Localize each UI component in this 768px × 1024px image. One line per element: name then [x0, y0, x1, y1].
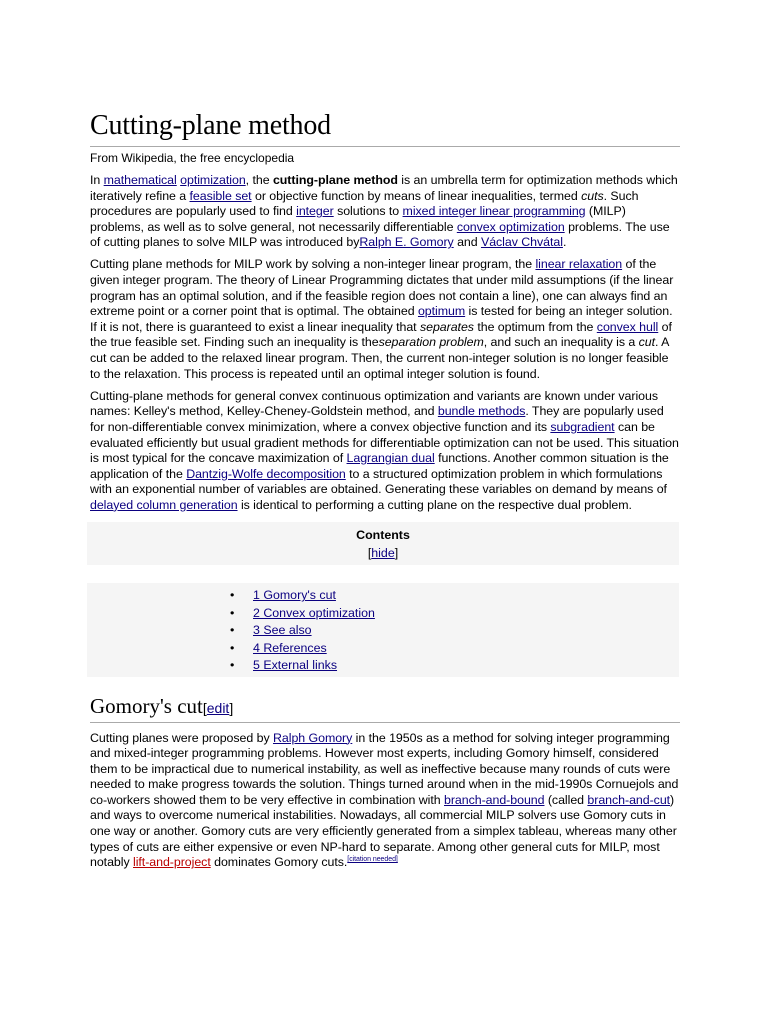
gomory-paragraph-1 [90, 731, 680, 871]
text: Cutting planes were proposed by [90, 730, 273, 745]
text: the optimum from the [473, 319, 597, 334]
toc-toggle [368, 546, 398, 560]
link-integer[interactable]: integer [296, 204, 334, 219]
toc-link-convex-optimization[interactable]: 2 Convex optimization [253, 605, 375, 620]
text: . A cut can be added to the relaxed linear program. Then, the current non-integer solution is no longer feasible to the relaxation. This process is repeated until an optimal integer solution is found. [90, 335, 669, 381]
link-convex-optimization[interactable]: convex optimization [456, 219, 565, 234]
italic-separation-problem: separation problem [378, 335, 484, 350]
toc-hide-link[interactable]: hide [371, 546, 395, 561]
text: of the true feasible set. Finding such an inequality is the [90, 319, 672, 350]
toc-item [87, 622, 679, 639]
link-branch-and-bound[interactable]: branch-and-bound [444, 792, 545, 807]
bracket: [ [202, 699, 207, 716]
link-optimization[interactable]: optimization [180, 173, 246, 187]
bracket: ] [394, 546, 399, 561]
italic-cuts: cuts [581, 188, 604, 203]
toc-item [87, 657, 679, 674]
text: In [90, 173, 104, 187]
link-linear-relaxation[interactable]: linear relaxation [535, 257, 623, 272]
text: functions. Another common situation is the application of the [90, 451, 669, 481]
toc-item [87, 605, 679, 622]
table-of-contents [87, 522, 679, 676]
article-content [90, 108, 680, 877]
text: problems. The use of cutting planes to solve MILP was introduced by [90, 219, 670, 250]
text: solutions to [333, 204, 403, 219]
text: ) and ways to overcome numerical instabilities. Nowadays, all commercial MILP solvers use Gomory cuts in one way or another. Gomory cuts are very efficiently generated from a simplex tableau, whereas many other types of cuts are either expensive or even NP-hard to separate. Among other general cuts for MILP, most notably [90, 792, 677, 870]
link-dantzig-wolfe-decomposition[interactable]: Dantzig-Wolfe decomposition [186, 466, 346, 481]
text: of the given integer program. The theory of Linear Programming dictates that under mild assumptions (if the linear program has an optimal solution, and if the feasible region does not contain a line), one can always find an extreme point or a corner point that is optimal. The obtained [90, 257, 674, 319]
link-optimum[interactable]: optimum [417, 304, 466, 319]
text: . Such procedures are popularly used to find [90, 188, 639, 219]
section-heading-gomorys-cut [90, 693, 680, 723]
text: to a structured optimization problem in which formulations with an exponential number of variables are obtained. Generating these variables on demand by means of [90, 466, 667, 497]
link-subgradient[interactable]: subgradient [550, 419, 615, 434]
intro-paragraph-3 [90, 389, 680, 514]
toc-list [87, 583, 679, 676]
text: . They are popularly used for non-differentiable convex minimization, where a convex objective function and its [90, 404, 664, 434]
toc-link-external-links[interactable]: 5 External links [253, 658, 338, 673]
text: and [453, 235, 481, 250]
toc-title: Contents [356, 528, 410, 543]
text: Cutting plane methods for MILP work by solving a non-integer linear program, the [90, 257, 536, 272]
bold-term: cutting-plane method [272, 173, 398, 187]
page-title: Cutting-plane method [90, 108, 680, 147]
link-feasible-set[interactable]: feasible set [189, 188, 252, 203]
italic-cut: cut [638, 335, 655, 350]
toc-link-references[interactable]: 4 References [253, 640, 327, 655]
text: is identical to performing a cutting plane on the respective dual problem. [237, 497, 632, 512]
intro-paragraph-2 [90, 257, 680, 382]
link-ralph-gomory[interactable]: Ralph Gomory [273, 730, 353, 745]
link-vaclav-chvatal[interactable]: Václav Chvátal [480, 235, 563, 250]
link-milp[interactable]: mixed integer linear programming [402, 204, 586, 219]
bracket: ] [229, 699, 234, 716]
edit-section [203, 700, 233, 716]
toc-spacer [87, 565, 679, 583]
link-lagrangian-dual[interactable]: Lagrangian dual [346, 451, 435, 466]
text: is tested for being an integer solution. If it is not, there is guaranteed to exist a linear inequality that [90, 304, 673, 334]
link-convex-hull[interactable]: convex hull [596, 319, 659, 334]
text: , the [245, 173, 273, 187]
link-ralph-e-gomory[interactable]: Ralph E. Gomory [359, 235, 454, 250]
intro-paragraph-1 [90, 173, 680, 251]
text: can be evaluated efficiently but usual gradient methods for differentiable optimization can not be used. This situation is most typical for the concave maximization of [90, 419, 679, 466]
site-subtitle: From Wikipedia, the free encyclopedia [90, 151, 295, 165]
edit-link[interactable]: edit [206, 699, 230, 716]
toc-link-see-also[interactable]: 3 See also [253, 623, 312, 638]
link-branch-and-cut[interactable]: branch-and-cut [587, 792, 671, 807]
citation-needed-link[interactable]: [citation needed] [347, 856, 398, 864]
text: (called [544, 792, 588, 807]
link-lift-and-project[interactable]: lift-and-project [133, 855, 211, 870]
link-mathematical[interactable]: mathematical [103, 173, 177, 187]
text: or objective function by means of linear inequalities, termed [251, 188, 582, 203]
text: in the 1950s as a method for solving integer programming and mixed-integer programming problems. However most experts, including Gomory himself, considered them to be impractical due to numerical instability, as well as ineffective because many rounds of cuts were needed to make progress towards the solution. Things turned around when in the mid-1990s Cornuejols and co-workers showed them to be very effective in combination with [90, 730, 679, 807]
toc-item [87, 587, 679, 604]
section-title: Gomory's cut [90, 693, 203, 718]
text: Cutting-plane methods for general convex continuous optimization and variants are known under various names: Kelley's method, Kelley-Cheney-Goldstein method, and [90, 388, 659, 419]
bracket: [ [367, 546, 372, 561]
toc-header [87, 522, 679, 565]
text: is an umbrella term for optimization methods which iteratively refine a [90, 173, 678, 203]
link-delayed-column-generation[interactable]: delayed column generation [90, 497, 238, 512]
toc-item [87, 640, 679, 657]
text: dominates Gomory cuts. [210, 855, 348, 870]
text: . [562, 235, 567, 250]
text: , and such an inequality is a [483, 335, 639, 350]
text: (MILP) problems, as well as to solve general, not necessarily differentiable [90, 204, 626, 234]
link-bundle-methods[interactable]: bundle methods [437, 404, 526, 419]
italic-separates: separates [419, 319, 474, 334]
toc-link-gomorys-cut[interactable]: 1 Gomory's cut [253, 588, 336, 603]
